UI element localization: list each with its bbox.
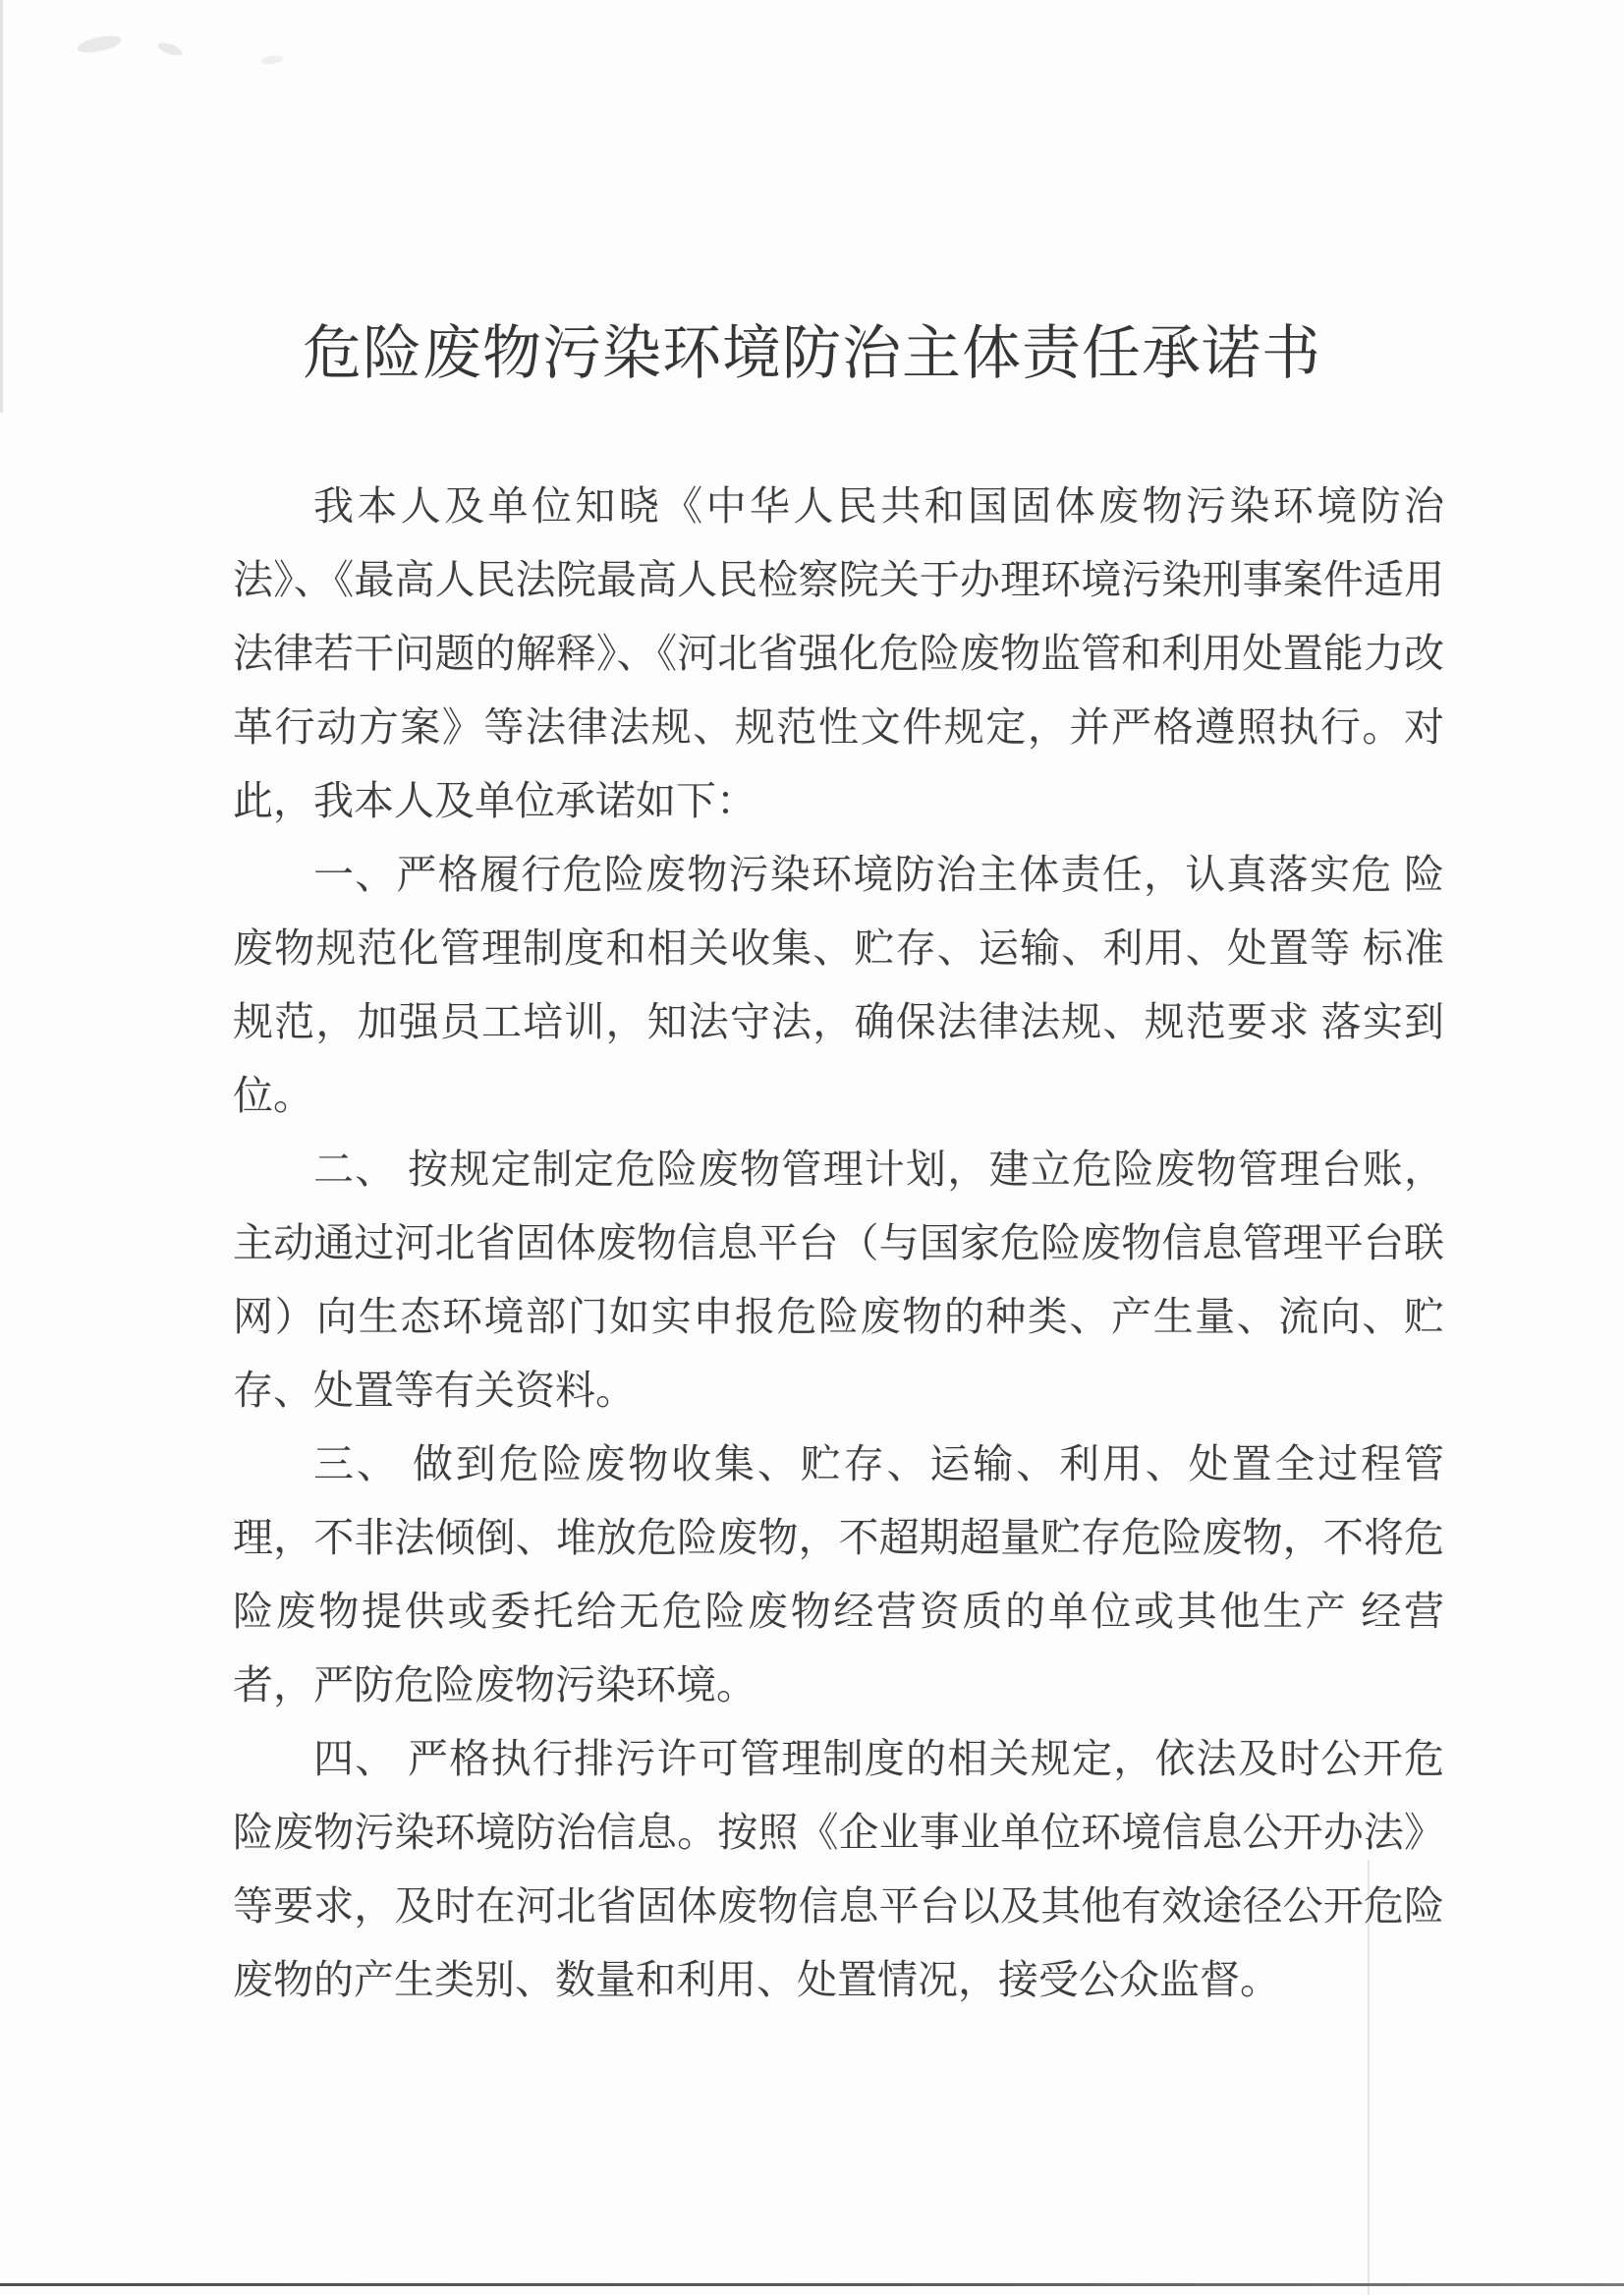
scan-smudge — [76, 32, 123, 55]
paragraph-item-three: 三、 做到危险废物收集、贮存、运输、利用、处置全过程管理，不非法倾倒、堆放危险废物，不超期超量贮存危险废物，不将危险废物提供或委托给无危险废物经营资质的单位或其他生产 经营者，严防危险废物污染环境。 — [233, 1441, 1444, 1707]
paragraph-item-one: 一、严格履行危险废物污染环境防治主体责任，认真落实危 险废物规范化管理制度和相关收集、贮存、运输、利用、处置等 标准规范，加强员工培训，知法守法，确保法律法规、规范要求 落实到位。 — [233, 852, 1444, 1118]
paragraph-item-four: 四、 严格执行排污许可管理制度的相关规定，依法及时公开危险废物污染环境防治信息。按照《企业事业单位环境信息公开办法》等要求，及时在河北省固体废物信息平台以及其他有效途径公开危险废物的产生类别、数量和利用、处置情况，接受公众监督。 — [233, 1736, 1444, 2002]
scan-vertical-line-artifact — [1368, 1860, 1370, 2295]
scan-smudge — [261, 55, 284, 66]
page-bottom-edge-scan-line — [0, 2283, 1624, 2286]
document-title: 危险废物污染环境防治主体责任承诺书 — [303, 321, 1321, 386]
paragraph-intro: 我本人及单位知晓《中华人民共和国固体废物污染环境防治法》、《最高人民法院最高人民检察院关于办理环境污染刑事案件适用法律若干问题的解释》、《河北省强化危险废物监管和利用处置能力改革行动方案》等法律法规、规范性文件规定，并严格遵照执行。对此，我本人及单位承诺如下： — [233, 483, 1444, 823]
scan-smudge — [156, 40, 184, 58]
document-body — [233, 470, 1444, 2017]
paragraph-item-two: 二、 按规定制定危险废物管理计划，建立危险废物管理台账， 主动通过河北省固体废物信息平台（与国家危险废物信息管理平台联网）向生态环境部门如实申报危险废物的种类、产生量、流向、贮存、处置等有关资料。 — [233, 1147, 1444, 1413]
